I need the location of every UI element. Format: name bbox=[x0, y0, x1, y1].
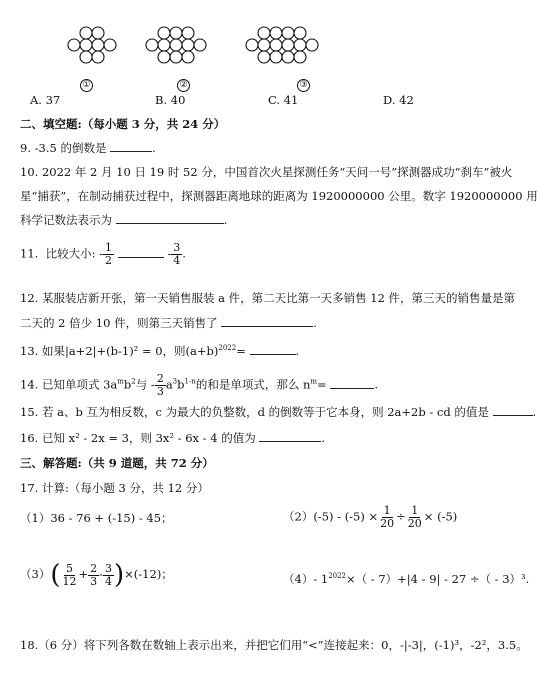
question-12-line2: 二天的 2 倍少 10 件，则第三天销售了 . bbox=[20, 316, 317, 330]
choice-c: C. 41 bbox=[268, 93, 299, 107]
question-17-part3: （3）( $\frac{5}{12}$ + $\frac{2}{3}$ - $\frac{3}{4}$ )×(-12)； bbox=[20, 560, 173, 590]
question-12-line1: 12. 某服装店新开张，第一天销售服装 a 件，第二天比第一天多销售 12 件，第三天的销售量是第 bbox=[20, 291, 516, 305]
question-17-part1: （1）36 - 76 + (-15) - 45； bbox=[20, 511, 173, 525]
question-10-line1: 10. 2022 年 2 月 10 日 19 时 52 分，中国首次火星探测任务“天问一号”探测器成功“刹车”被火 bbox=[20, 165, 513, 179]
answer-blank-10[interactable] bbox=[116, 212, 224, 224]
question-17-part2: （2）(-5) - (-5) × $\frac{1}{20}$ ÷ $\frac{1}{20}$ × (-5) bbox=[283, 504, 458, 530]
choice-a: A. 37 bbox=[30, 93, 61, 107]
question-18: 18.（6 分）将下列各数在数轴上表示出来，并把它们用“<”连接起来：0，-|-3|，(-1)³，-2²，3.5。 bbox=[20, 638, 528, 652]
answer-blank-16[interactable] bbox=[259, 430, 321, 442]
answer-blank-9[interactable] bbox=[110, 140, 152, 152]
question-16: 16. 已知 x² - 2x = 3，则 3x² - 6x - 4 的值为 . bbox=[20, 431, 326, 445]
answer-blank-15[interactable] bbox=[493, 404, 533, 416]
section-answer-heading: 三、解答题:（共 9 道题，共 72 分） bbox=[20, 456, 214, 470]
choice-d: D. 42 bbox=[383, 93, 414, 107]
question-15: 15. 若 a、b 互为相反数，c 为最大的负整数，d 的倒数等于它本身，则 2a+2b - cd 的值是 . bbox=[20, 405, 537, 419]
question-10-line3: 科学记数法表示为 . bbox=[20, 213, 228, 227]
circle-pattern-figure bbox=[60, 22, 360, 92]
question-13: 13. 如果|a+2|+(b-1)² = 0，则$(a+b)^{2022}=$ . bbox=[20, 344, 300, 358]
choice-b: B. 40 bbox=[155, 93, 186, 107]
question-17-part4: （4）- $1^{2022}\times( - 7)+|4 - 9| - 27$ ÷（ - 3）³. bbox=[283, 572, 530, 586]
question-10-line2: 星“捕获”，在制动捕获过程中，探测器距离地球的距离为 1920000000 公里。数字 1920000000 用 bbox=[20, 189, 538, 203]
answer-blank-14[interactable] bbox=[330, 377, 374, 389]
question-17-title: 17. 计算:（每小题 3 分，共 12 分） bbox=[20, 481, 209, 495]
figure-label-3: ③ bbox=[297, 79, 310, 92]
question-9: 9. -3.5 的倒数是 . bbox=[20, 141, 156, 155]
question-14: 14. 已知单项式 $3a^mb^2$与 - $\frac{2}{3}$ $a^3b^{1-n}$的和是单项式，那么 $n^m=$ . bbox=[20, 372, 378, 398]
figure-label-2: ② bbox=[177, 79, 190, 92]
figure-label-1: ① bbox=[80, 79, 93, 92]
answer-blank-12[interactable] bbox=[221, 315, 313, 327]
answer-blank-13[interactable] bbox=[250, 343, 296, 355]
question-11: 11. 比较大小: - $\frac{1}{2}$ - $\frac{3}{4}$ . bbox=[20, 241, 186, 267]
section-fill-in-heading: 二、填空题:（每小题 3 分，共 24 分） bbox=[20, 117, 226, 131]
answer-blank-11[interactable] bbox=[118, 246, 164, 258]
